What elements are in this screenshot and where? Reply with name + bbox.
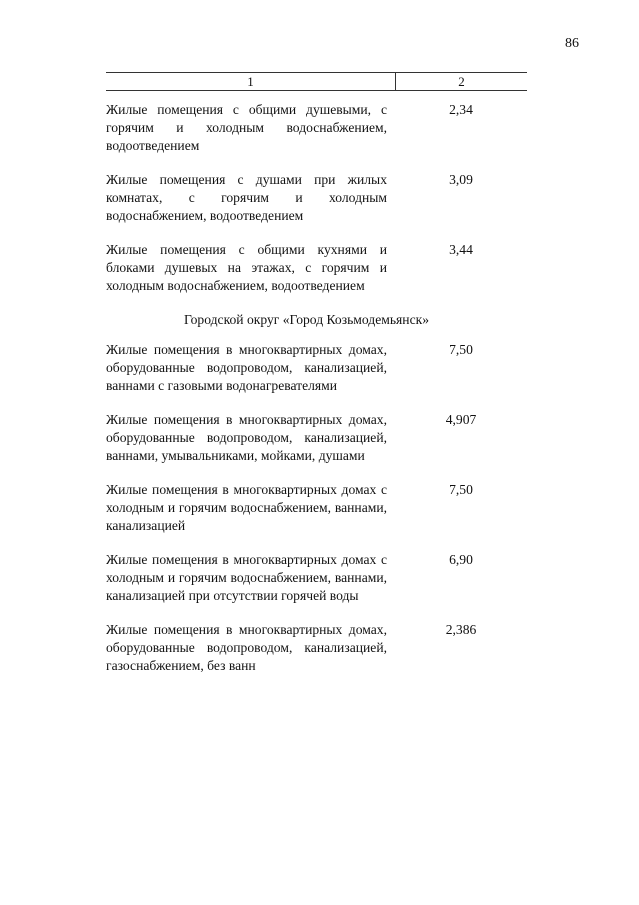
row-value: 3,09 — [449, 172, 473, 187]
row-description: Жилые помещения в многоквартирных домах с холодным и горячим водоснабжением, ваннами, канализацией при отсутствии горячей воды — [106, 552, 387, 603]
row-value: 2,34 — [449, 102, 473, 117]
row-description: Жилые помещения с общими душевыми, с горячим и холодным водоснабжением, водоотведением — [106, 102, 387, 153]
table-row — [106, 621, 527, 675]
row-description: Жилые помещения с душами при жилых комнатах, с горячим и холодным водоснабжением, водоотведением — [106, 172, 387, 223]
page-number: 86 — [565, 36, 579, 51]
row-description: Жилые помещения в многоквартирных домах с холодным и горячим водоснабжением, ваннами, канализацией — [106, 482, 387, 533]
table-row — [106, 101, 527, 155]
table-row — [106, 171, 527, 225]
tariff-table — [106, 72, 527, 675]
table-header — [106, 72, 527, 91]
row-value: 4,907 — [445, 412, 477, 427]
row-description: Жилые помещения в многоквартирных домах, оборудованные водопроводом, канализацией, ваннами с газовыми водонагревателями — [106, 342, 387, 393]
table-row — [106, 241, 527, 295]
row-value: 7,50 — [449, 342, 473, 357]
row-description: Жилые помещения в многоквартирных домах, оборудованные водопроводом, канализацией, ваннами, умывальниками, мойками, душами — [106, 412, 387, 463]
row-description: Жилые помещения с общими кухнями и блоками душевых на этажах, с горячим и холодным водоснабжением, водоотведением — [106, 242, 387, 293]
header-col-2: 2 — [458, 74, 465, 89]
row-description: Жилые помещения в многоквартирных домах, оборудованные водопроводом, канализацией, газоснабжением, без ванн — [106, 622, 387, 673]
section-title: Городской округ «Город Козьмодемьянск» — [183, 312, 430, 327]
table-row — [106, 341, 527, 395]
header-col-1: 1 — [106, 73, 396, 90]
table-row — [106, 551, 527, 605]
row-value: 7,50 — [449, 482, 473, 497]
row-value: 2,386 — [445, 622, 477, 637]
row-value: 6,90 — [449, 552, 473, 567]
table-row — [106, 411, 527, 465]
row-value: 3,44 — [449, 242, 473, 257]
table-row — [106, 481, 527, 535]
